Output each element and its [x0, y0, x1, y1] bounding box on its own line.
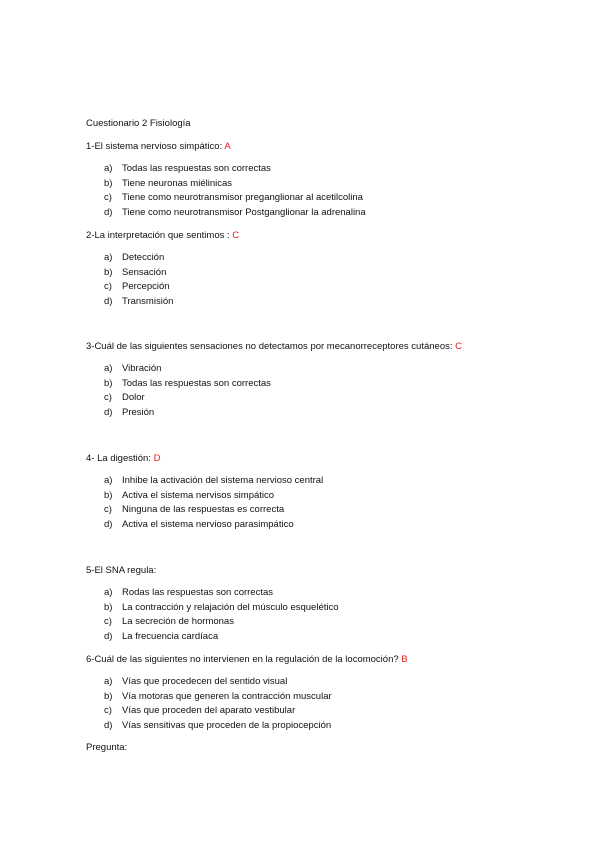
- option-text: Transmisión: [122, 296, 174, 308]
- option-text: La secreción de hormonas: [122, 616, 234, 628]
- option-text: Vía motoras que generen la contracción muscular: [122, 690, 332, 702]
- option-letter: a): [104, 363, 113, 374]
- option-text: Dolor: [122, 392, 145, 404]
- question-6: [86, 654, 408, 665]
- option-item: [104, 518, 323, 533]
- option-letter: d): [104, 407, 113, 419]
- option-letter: b): [104, 690, 113, 702]
- option-item: [104, 406, 271, 421]
- option-letter: d): [104, 519, 113, 531]
- option-text: Ninguna de las respuestas es correcta: [122, 504, 285, 516]
- question-text: 4- La digestión:: [86, 453, 151, 464]
- option-item: [104, 280, 173, 295]
- option-letter: c): [104, 192, 112, 204]
- answer-key: D: [153, 453, 161, 464]
- option-item: [104, 474, 323, 489]
- option-letter: b): [104, 266, 113, 278]
- document-title: Cuestionario 2 Fisiología: [86, 118, 191, 129]
- question-text: 6-Cuál de las siguientes no intervienen en la regulación de la locomoción?: [86, 654, 399, 665]
- option-text: Percepción: [122, 281, 170, 293]
- option-item: [104, 615, 339, 630]
- question-2: [86, 230, 239, 241]
- next-question-label: Pregunta:: [86, 742, 128, 753]
- option-letter: b): [104, 377, 113, 389]
- option-text: Tiene como neurotransmisor Postganglionar la adrenalina: [122, 207, 366, 219]
- question-4: [86, 453, 160, 464]
- option-letter: a): [104, 475, 113, 486]
- options-list-5: [104, 586, 339, 645]
- options-list-6: [104, 675, 332, 734]
- option-item: [104, 690, 332, 705]
- option-letter: d): [104, 296, 113, 308]
- question-text: 2-La interpretación que sentimos :: [86, 230, 230, 241]
- option-item: [104, 675, 332, 690]
- option-item: [104, 489, 323, 504]
- options-list-4: [104, 474, 323, 533]
- option-letter: b): [104, 489, 113, 501]
- option-text: Sensación: [122, 266, 167, 278]
- options-list-2: [104, 251, 173, 310]
- option-text: Vías sensitivas que proceden de la propiocepción: [122, 720, 332, 732]
- option-letter: a): [104, 252, 113, 263]
- answer-key: A: [224, 141, 231, 152]
- answer-key: C: [455, 341, 463, 352]
- option-item: [104, 191, 366, 206]
- option-letter: c): [104, 281, 112, 293]
- option-text: Todas las respuestas son correctas: [122, 163, 271, 174]
- option-letter: a): [104, 163, 113, 174]
- option-text: Presión: [122, 407, 155, 419]
- option-text: La frecuencia cardíaca: [122, 631, 219, 643]
- option-item: [104, 719, 332, 734]
- question-1: [86, 141, 231, 152]
- option-text: Vibración: [122, 363, 162, 374]
- option-letter: b): [104, 601, 113, 613]
- option-text: Inhibe la activación del sistema nervioso central: [122, 475, 324, 486]
- option-item: [104, 266, 173, 281]
- options-list-3: [104, 362, 271, 421]
- option-item: [104, 704, 332, 719]
- option-text: Vías que proceden del aparato vestibular: [122, 705, 296, 717]
- option-item: [104, 391, 271, 406]
- option-letter: d): [104, 631, 113, 643]
- option-text: Tiene neuronas miélinicas: [122, 177, 233, 189]
- question-5: [86, 565, 156, 576]
- option-text: Activa el sistema nervisos simpático: [122, 489, 275, 501]
- option-letter: d): [104, 720, 113, 732]
- option-item: [104, 295, 173, 310]
- option-text: Todas las respuestas son correctas: [122, 377, 271, 389]
- answer-key: B: [401, 654, 408, 665]
- option-item: [104, 586, 339, 601]
- options-list-1: [104, 162, 366, 221]
- option-text: Rodas las respuestas son correctas: [122, 587, 274, 598]
- option-item: [104, 162, 366, 177]
- option-text: Vías que procedecen del sentido visual: [122, 676, 288, 687]
- option-letter: c): [104, 705, 112, 717]
- option-letter: b): [104, 177, 113, 189]
- option-letter: a): [104, 587, 113, 598]
- option-text: Detección: [122, 252, 165, 263]
- option-letter: a): [104, 676, 113, 687]
- question-text: 1-El sistema nervioso simpático:: [86, 141, 223, 152]
- option-item: [104, 177, 366, 192]
- question-text: 5-El SNA regula:: [86, 565, 157, 576]
- option-letter: d): [104, 207, 113, 219]
- option-item: [104, 377, 271, 392]
- option-text: Tiene como neurotransmisor preganglionar al acetilcolina: [122, 192, 363, 204]
- answer-key: C: [232, 230, 240, 241]
- question-3: [86, 341, 462, 352]
- option-text: La contracción y relajación del músculo esquelético: [122, 601, 339, 613]
- option-item: [104, 503, 323, 518]
- option-letter: c): [104, 616, 112, 628]
- option-item: [104, 362, 271, 377]
- option-item: [104, 601, 339, 616]
- question-text: 3-Cuál de las siguientes sensaciones no detectamos por mecanorreceptores cutáneos:: [86, 341, 453, 352]
- option-item: [104, 206, 366, 221]
- option-letter: c): [104, 504, 112, 516]
- option-text: Activa el sistema nervioso parasimpático: [122, 519, 294, 531]
- option-item: [104, 630, 339, 645]
- option-item: [104, 251, 173, 266]
- option-letter: c): [104, 392, 112, 404]
